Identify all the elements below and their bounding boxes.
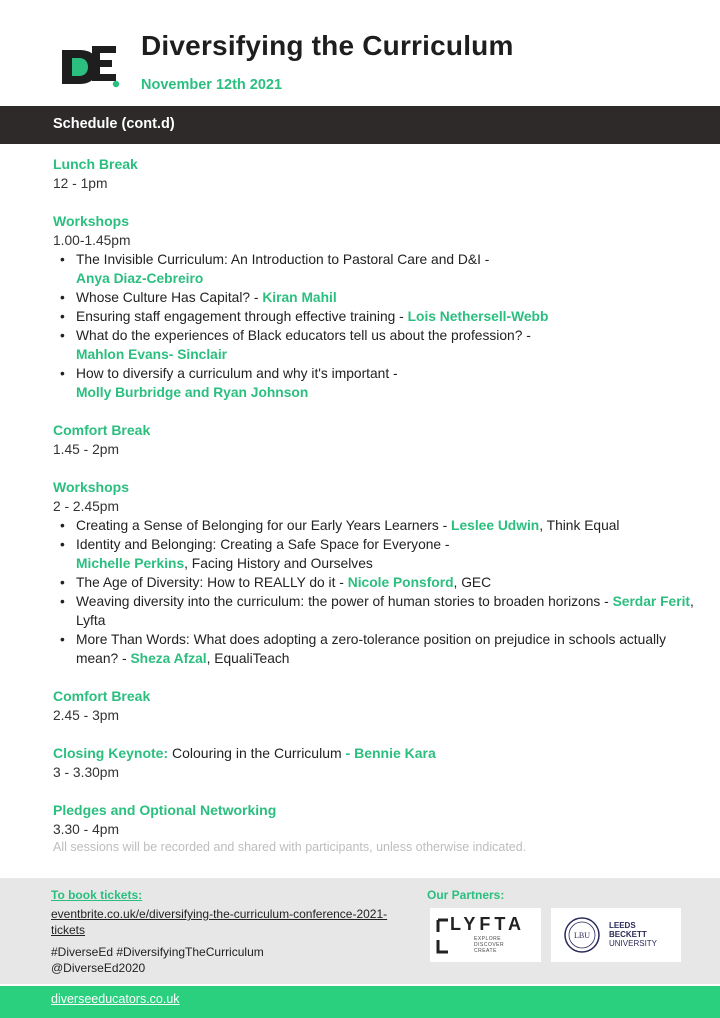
list-item <box>53 326 703 364</box>
closing-keynote-label: Closing Keynote: <box>53 745 169 761</box>
lyfta-tagline-line: DISCOVER <box>474 942 505 948</box>
comfort-break-2-section <box>53 687 703 725</box>
speaker-name: Serdar Ferit <box>612 594 691 609</box>
workshop-title: Creating a Sense of Belonging for our Early Years Learners - <box>76 518 448 533</box>
list-item <box>53 573 703 592</box>
section-time: 2.45 - 3pm <box>53 708 119 723</box>
partners-title: Our Partners: <box>427 888 505 902</box>
lyfta-wordmark: LYFTA <box>450 914 526 934</box>
workshop-title: Whose Culture Has Capital? - <box>76 290 259 305</box>
schedule <box>53 155 703 855</box>
lbu-wordmark <box>609 921 657 948</box>
speaker-org: , GEC <box>453 575 492 590</box>
speaker-name: Michelle Perkins <box>76 556 185 571</box>
list-item <box>53 288 703 307</box>
section-title: Comfort Break <box>53 422 151 438</box>
section-title: Workshops <box>53 479 129 495</box>
website-link[interactable]: diverseeducators.co.uk <box>51 992 180 1006</box>
book-tickets-label: To book tickets: <box>51 888 143 902</box>
lyfta-tagline <box>474 936 504 954</box>
list-item <box>53 250 703 288</box>
workshops-1-section <box>53 212 703 402</box>
website-bar <box>0 986 720 1018</box>
lbu-line: UNIVERSITY <box>609 939 658 948</box>
list-item <box>53 630 703 668</box>
diverse-ed-logo <box>58 40 122 88</box>
list-item <box>53 307 703 326</box>
workshop-title: The Invisible Curriculum: An Introduction to Pastoral Care and D&I - <box>76 252 490 267</box>
speaker-name: Sheza Afzal <box>130 651 207 666</box>
section-time: 3.30 - 4pm <box>53 822 119 837</box>
workshop-title: Weaving diversity into the curriculum: the power of human stories to broaden horizons - <box>76 594 609 609</box>
section-time: 12 - 1pm <box>53 176 108 191</box>
speaker-name: Molly Burbridge and Ryan Johnson <box>76 385 309 400</box>
speaker-name: Leslee Udwin <box>451 518 540 533</box>
lunch-break-section <box>53 155 703 193</box>
workshops-2-section <box>53 478 703 668</box>
list-item <box>53 592 703 630</box>
lyfta-bracket-icon <box>436 918 450 954</box>
workshop-list <box>53 516 703 668</box>
twitter-handle: @DiverseEd2020 <box>51 961 146 975</box>
section-time: 3 - 3.30pm <box>53 765 119 780</box>
list-item <box>53 364 703 402</box>
leeds-beckett-logo <box>551 908 681 962</box>
speaker-org: , Think Equal <box>539 518 620 533</box>
section-title: Comfort Break <box>53 688 151 704</box>
comfort-break-1-section <box>53 421 703 459</box>
speaker-name: Nicole Ponsford <box>347 575 454 590</box>
section-band <box>0 106 720 144</box>
section-time: 1.00-1.45pm <box>53 233 131 248</box>
workshop-title: Ensuring staff engagement through effective training - <box>76 309 404 324</box>
section-time: 1.45 - 2pm <box>53 442 119 457</box>
list-item <box>53 516 703 535</box>
speaker-name: Kiran Mahil <box>262 290 337 305</box>
speaker-org: , Facing History and Ourselves <box>184 556 373 571</box>
footer <box>0 878 720 984</box>
speaker-org: , Lyfta <box>76 594 694 628</box>
lyfta-logo <box>430 908 541 962</box>
recording-note: All sessions will be recorded and shared with participants, unless otherwise indicated. <box>53 840 527 854</box>
social-tags <box>51 944 264 976</box>
keynote-talk-title: Colouring in the Curriculum <box>172 745 342 761</box>
speaker-name: - Bennie Kara <box>345 745 436 761</box>
lbu-seal-icon <box>563 916 601 954</box>
lbu-line: BECKETT <box>609 930 647 939</box>
lyfta-tagline-line: CREATE <box>474 948 497 954</box>
workshop-title: What do the experiences of Black educators tell us about the profession? - <box>76 328 531 343</box>
eventbrite-link[interactable]: eventbrite.co.uk/e/diversifying-the-curriculum-conference-2021-tickets <box>51 907 388 937</box>
workshop-title: Identity and Belonging: Creating a Safe Space for Everyone - <box>76 537 450 552</box>
workshop-title: How to diversify a curriculum and why it's important - <box>76 366 398 381</box>
section-band-label: Schedule (cont.d) <box>53 116 175 132</box>
speaker-name: Mahlon Evans- Sinclair <box>76 347 228 362</box>
lyfta-tagline-line: EXPLORE <box>474 936 502 942</box>
lbu-seal-text: LBU <box>574 931 590 940</box>
speaker-name: Lois Nethersell-Webb <box>407 309 549 324</box>
speaker-name: Anya Diaz-Cebreiro <box>76 271 204 286</box>
section-title: Lunch Break <box>53 156 138 172</box>
workshop-title: More Than Words: What does adopting a zero-tolerance position on prejudice in schools actually mean? - <box>76 632 667 666</box>
list-item <box>53 535 703 573</box>
lbu-line: LEEDS <box>609 921 636 930</box>
pledges-section <box>53 801 703 855</box>
workshop-title: The Age of Diversity: How to REALLY do it - <box>76 575 344 590</box>
event-date: November 12th 2021 <box>141 77 283 93</box>
workshop-list <box>53 250 703 402</box>
header <box>0 0 720 104</box>
section-title <box>53 744 703 763</box>
hashtags: #DiverseEd #DiversifyingTheCurriculum <box>51 945 264 959</box>
closing-keynote-section <box>53 744 703 782</box>
section-title: Pledges and Optional Networking <box>53 802 277 818</box>
section-title: Workshops <box>53 213 129 229</box>
page-title: Diversifying the Curriculum <box>141 30 514 61</box>
speaker-org: , EqualiTeach <box>206 651 290 666</box>
section-time: 2 - 2.45pm <box>53 499 119 514</box>
